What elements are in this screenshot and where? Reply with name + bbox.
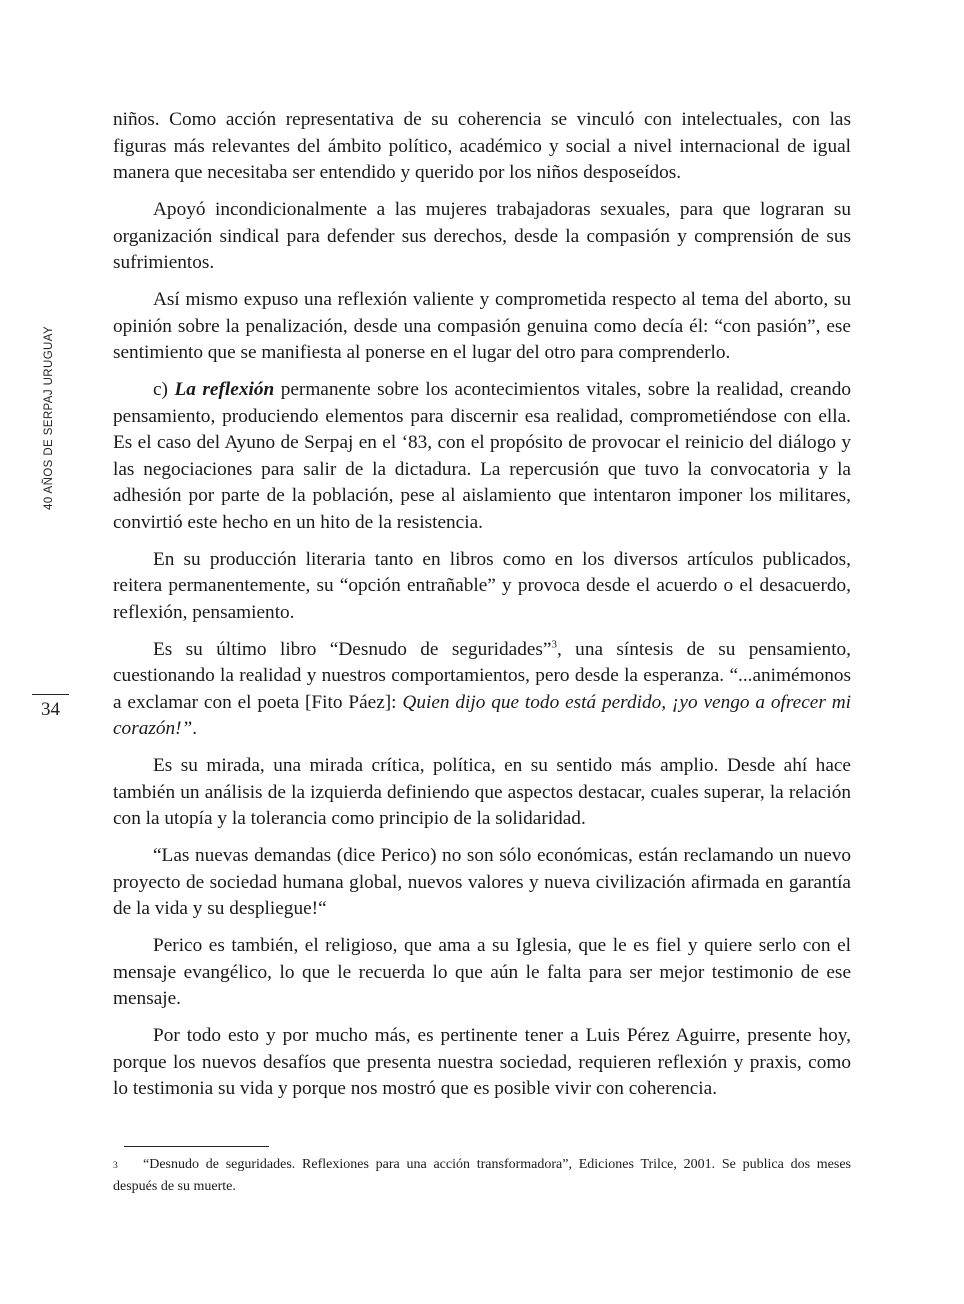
paragraph-text: Apoyó incondicionalmente a las mujeres trabajadoras sexuales, para que lograran su organización sindical para defender sus derechos, desde la compasión y comprensión de sus sufrimientos. — [113, 199, 851, 273]
paragraph-10 — [113, 1023, 851, 1103]
poem-quote: Quien dijo que todo está perdido, ¡yo vengo a ofrecer mi corazón!” — [113, 691, 851, 739]
paragraph-8 — [113, 843, 851, 923]
footnote-number: 3 — [113, 1161, 118, 1171]
paragraph-4 — [113, 377, 851, 536]
paragraph-text: permanente sobre los acontecimientos vitales, sobre la realidad, creando pensamiento, produciendo elementos para discernir esa realidad, comprometiéndose con ella. Es el caso del Ayuno de Serpaj en el ‘83, con el propósito de provocar el reinicio del diálogo y las negociaciones para salir de la dictadura. La repercusión que tuvo la convocatoria y la adhesión por parte de la población, pese al aislamiento que intentaron imponer los militares, convirtió este hecho en un hito de la resistencia. — [113, 379, 851, 533]
paragraph-text: Así mismo expuso una reflexión valiente y comprometida respecto al tema del aborto, su opinión sobre la penalización, desde una compasión genuina como decía él: “con pasión”, ese sentimiento que se manifiesta al ponerse en el lugar del otro para comprenderlo. — [113, 289, 851, 363]
paragraph-1 — [113, 107, 851, 187]
paragraph-3 — [113, 287, 851, 367]
paragraph-6 — [113, 637, 851, 743]
paragraph-text: Es su último libro “Desnudo de seguridades” — [153, 638, 552, 660]
footnote-separator — [124, 1146, 269, 1147]
paragraph-text-end: . — [192, 718, 198, 739]
paragraph-text: , una síntesis de su pensamiento, cuestionando la realidad y nuestros comportamientos, pero desde la esperanza. “...animémonos a exclamar con el poeta [Fito Páez]: — [113, 638, 852, 713]
paragraph-prefix: c) — [153, 379, 175, 400]
page-number-rule — [32, 694, 69, 695]
paragraph-text: En su producción literaria tanto en libros como en los diversos artículos publicados, reitera permanentemente, su “opción entrañable” y provoca desde el acuerdo o el desacuerdo, reflexión, pensamiento. — [113, 548, 851, 623]
footnote-text: “Desnudo de seguridades. Reflexiones para una acción transformadora”, Ediciones Trilce, 2001. Se publica dos meses después de su muerte. — [113, 1157, 851, 1194]
paragraph-9 — [113, 933, 851, 1013]
paragraph-text: Perico es también, el religioso, que ama a su Iglesia, que le es fiel y quiere serlo con el mensaje evangélico, lo que le recuerda lo que aún le falta para ser mejor testimonio de ese mensaje. — [113, 935, 851, 1009]
paragraph-text: niños. Como acción representativa de su coherencia se vinculó con intelectuales, con las figuras más relevantes del ámbito político, académico y social a nivel internacional de igual manera que necesitaba ser entendido y querido por los niños desposeídos. — [113, 109, 851, 183]
paragraph-text: Por todo esto y por mucho más, es pertinente tener a Luis Pérez Aguirre, presente hoy, porque los nuevos desafíos que presenta nuestra sociedad, requieren reflexión y praxis, como lo testimonia su vida y porque nos mostró que es posible vivir con coherencia. — [113, 1025, 851, 1099]
footnote — [113, 1154, 851, 1198]
running-title: 40 AÑOS DE SERPAJ URUGUAY — [43, 325, 55, 510]
footnote-reference: 3 — [551, 638, 557, 651]
paragraph-5 — [113, 547, 851, 627]
page-number: 34 — [41, 699, 60, 720]
emphasis-term: La reflexión — [174, 379, 275, 400]
paragraph-text: “Las nuevas demandas (dice Perico) no son sólo económicas, están reclamando un nuevo proyecto de sociedad humana global, nuevos valores y nueva civilización afirmada en garantía de la vida y su despliegue!“ — [113, 845, 851, 919]
paragraph-text: Es su mirada, una mirada crítica, política, en su sentido más amplio. Desde ahí hace también un análisis de la izquierda definiendo que aspectos destacar, cuales superar, la relación con la utopía y la tolerancia como principio de la solidaridad. — [113, 755, 851, 829]
paragraph-7 — [113, 753, 851, 833]
body-text — [113, 107, 851, 1113]
paragraph-2 — [113, 197, 851, 277]
